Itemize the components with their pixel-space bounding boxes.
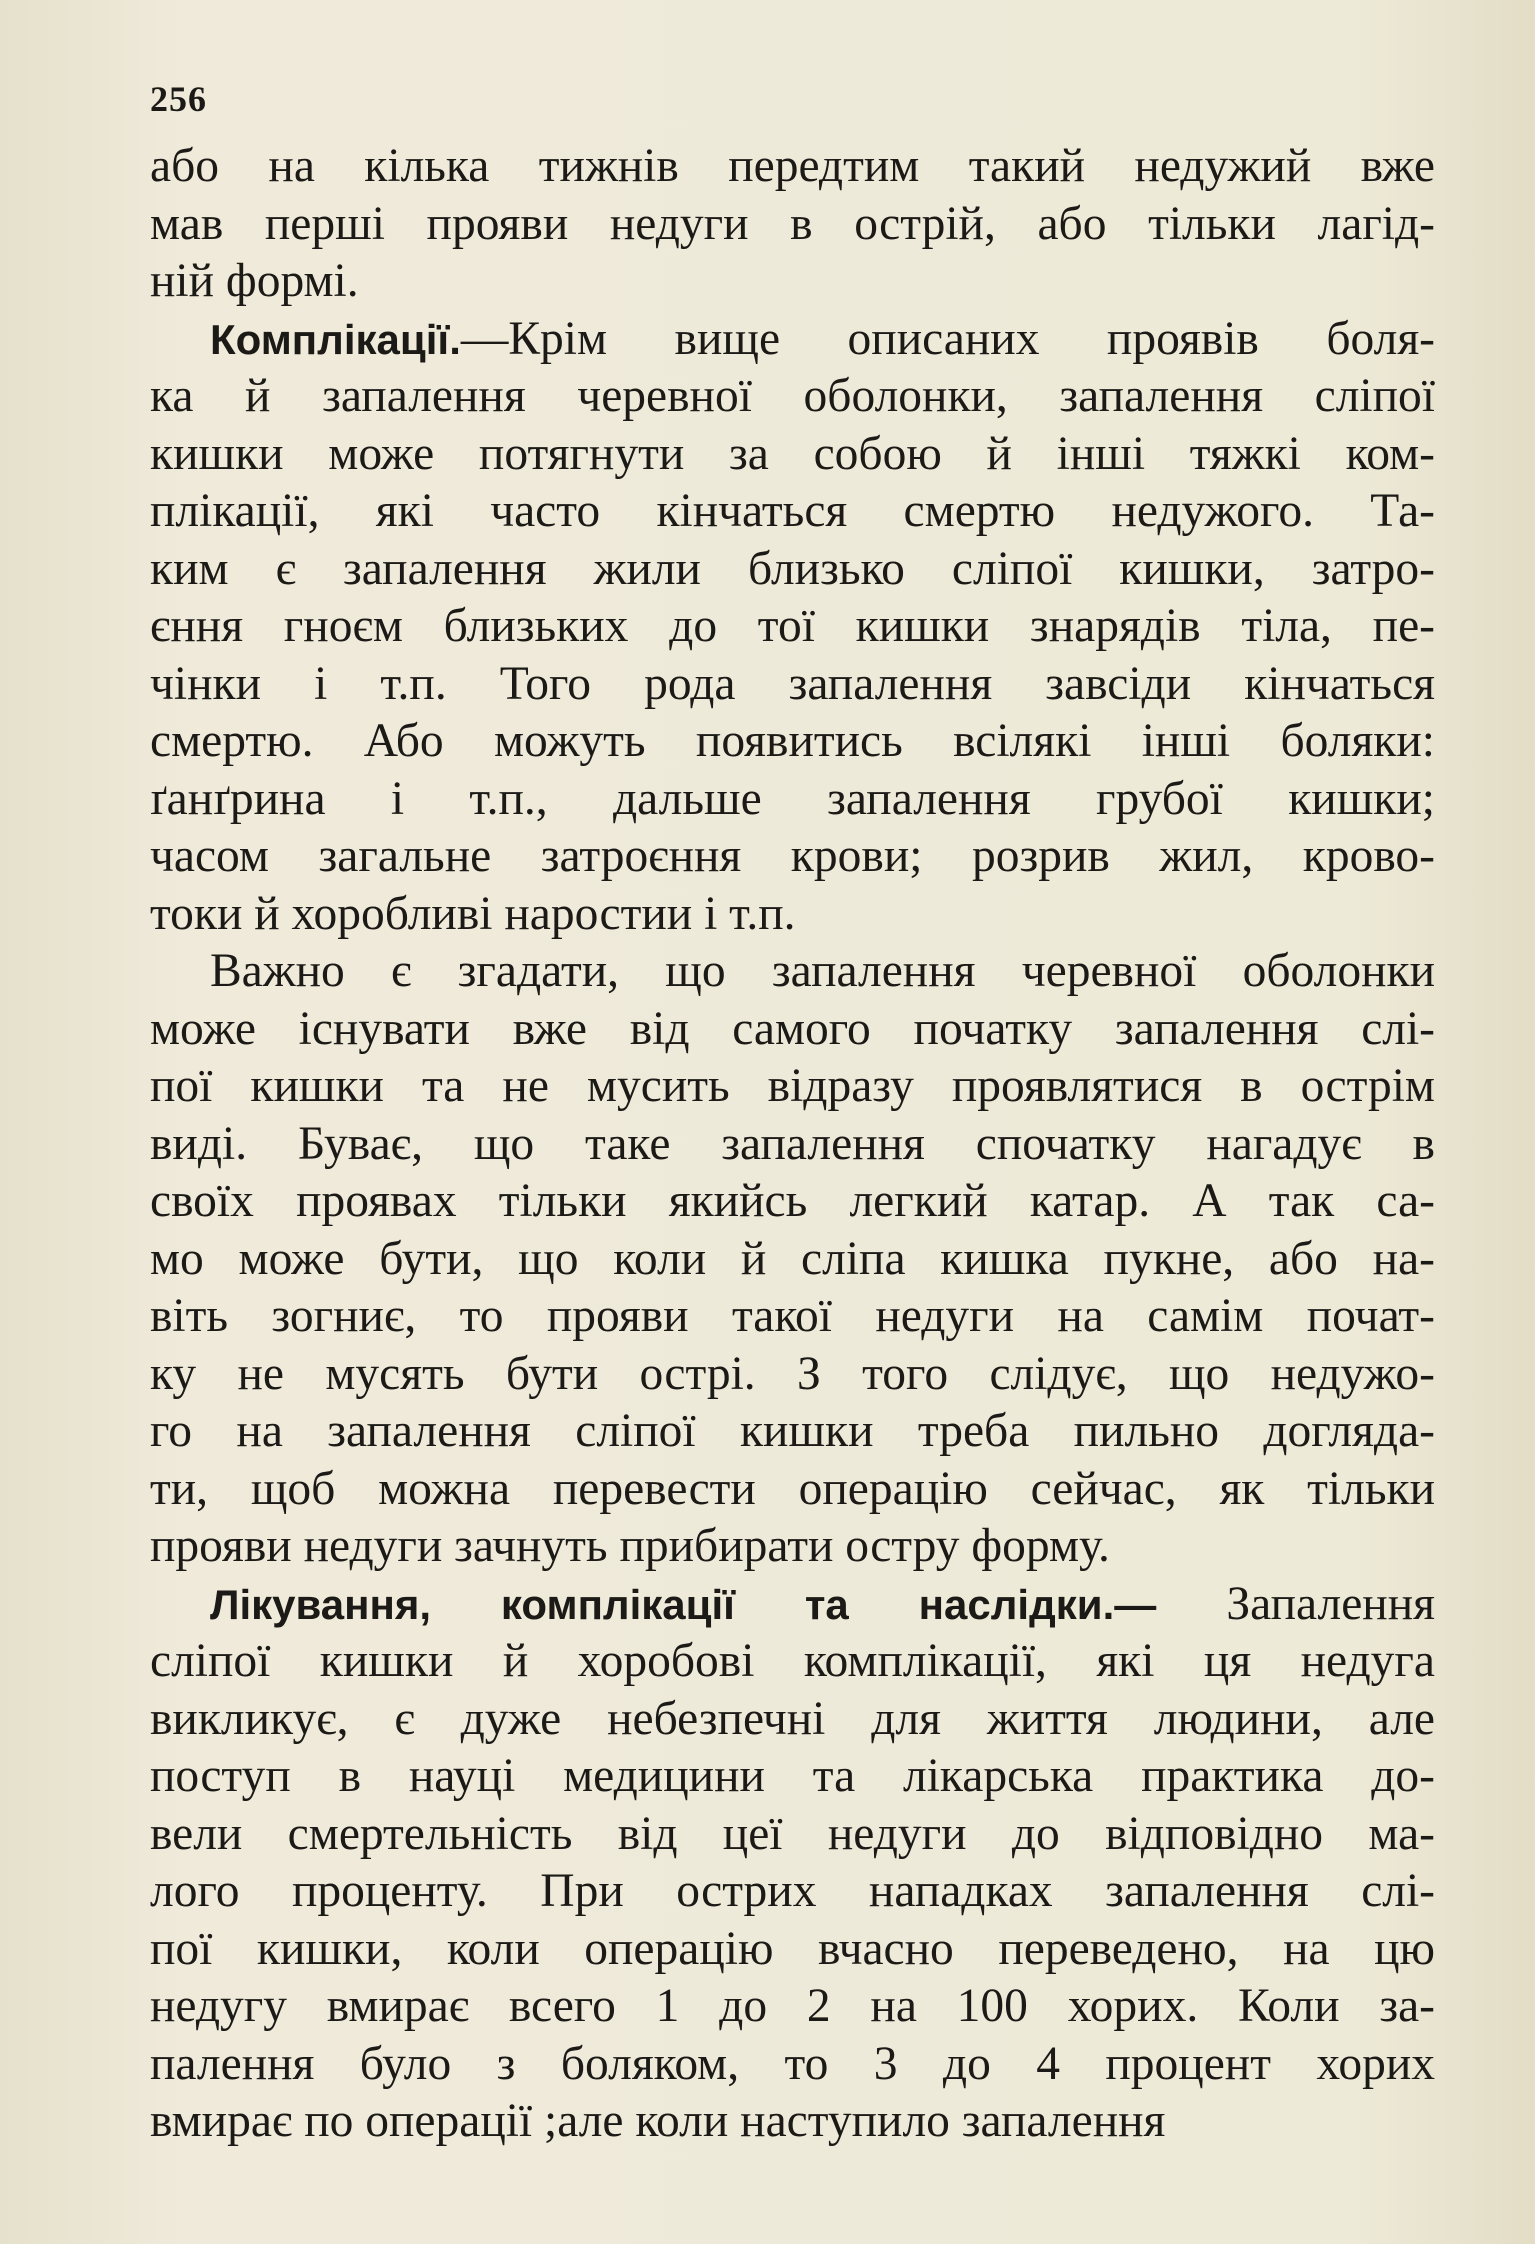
text-line [150, 1518, 1435, 1576]
line-text: кишки може потягнути за собою й інші тяжкі ком- [150, 427, 1435, 480]
line-text: ким є запалення жили близько сліпої кишки, затро- [150, 542, 1435, 595]
line-text: —Крім вище описаних проявів боля- [460, 312, 1435, 365]
text-line [150, 943, 1435, 1001]
text-line [150, 196, 1435, 254]
text-line [150, 598, 1435, 656]
text-line [150, 713, 1435, 771]
text-line [150, 1001, 1435, 1059]
line-text: ґанґрина і т.п., дальше запалення грубої кишки; [150, 772, 1435, 825]
line-text: Запалення [1156, 1577, 1435, 1630]
text-line [150, 828, 1435, 886]
text-line [150, 2036, 1435, 2094]
line-text: смертю. Або можуть появитись всілякі інші боляки: [150, 715, 1435, 767]
line-text: виді. Буває, що таке запалення спочатку нагадує в [150, 1117, 1435, 1170]
page-number: 256 [150, 79, 207, 119]
text-line [150, 1576, 1435, 1634]
line-text: викликує, є дуже небезпечні для життя людини, але [150, 1692, 1435, 1745]
line-text: сліпої кишки й хоробові комплікації, які ця недуга [150, 1635, 1435, 1687]
line-text: поступ в науці медицини та лікарська практика до- [150, 1750, 1435, 1802]
text-line [150, 1116, 1435, 1174]
section-heading: Лікування, комплікації та наслідки.— [210, 1580, 1157, 1628]
text-line [150, 2093, 1435, 2151]
text-line [150, 311, 1435, 369]
line-text: недугу вмирає всего 1 до 2 на 100 хорих. Коли за- [150, 1980, 1435, 2032]
text-line [150, 1403, 1435, 1461]
line-text: чінки і т.п. Того рода запалення завсіди кінчаться [150, 657, 1435, 710]
text-line [150, 886, 1435, 944]
line-text: або на кілька тижнів передтим такий недужий вже [150, 140, 1435, 192]
line-text: лого проценту. При острих нападках запалення слі- [150, 1865, 1435, 1917]
text-line [150, 771, 1435, 829]
line-text: плікації, які часто кінчаться смертю недужого. Та- [150, 485, 1435, 537]
line-text: єння гноєм близьких до тої кишки знарядів тіла, пе- [150, 600, 1435, 652]
text-line [150, 253, 1435, 311]
text-line [150, 541, 1435, 599]
text-line [150, 1806, 1435, 1864]
line-text: палення було з боляком, то 3 до 4 процент хорих [150, 2037, 1435, 2090]
text-line [150, 1288, 1435, 1346]
line-text: го на запалення сліпої кишки треба пильно догляда- [150, 1405, 1435, 1457]
text-line [150, 1691, 1435, 1749]
text-line [150, 1978, 1435, 2036]
line-text: може існувати вже від самого початку запалення слі- [150, 1002, 1435, 1055]
line-text: пої кишки та не мусить відразу проявлятися в острім [150, 1060, 1435, 1112]
line-text: пої кишки, коли операцію вчасно переведено, на цю [150, 1922, 1435, 1975]
line-text: ти, щоб можна перевести операцію сейчас, як тільки [150, 1462, 1435, 1515]
text-line [150, 1461, 1435, 1519]
line-text: своїх проявах тільки якийсь легкий катар. А так са- [150, 1175, 1435, 1227]
text-line [150, 656, 1435, 714]
line-text: віть зогниє, то прояви такої недуги на самім почат- [150, 1290, 1435, 1342]
line-text: прояви недуги зачнуть прибирати остру форму. [150, 1520, 1110, 1572]
text-line [150, 1346, 1435, 1404]
text-line [150, 1633, 1435, 1691]
text-line [150, 1231, 1435, 1289]
body-text [150, 138, 1435, 2151]
text-line [150, 1748, 1435, 1806]
text-line [150, 426, 1435, 484]
line-text: вели смертельність від цеї недуги до відповідно ма- [150, 1807, 1435, 1860]
text-line [150, 1173, 1435, 1231]
text-line [150, 483, 1435, 541]
line-text: мав перші прояви недуги в острій, або тільки лагід- [150, 197, 1435, 250]
line-text: ку не мусять бути острі. З того слідує, що недужо- [150, 1347, 1435, 1400]
text-line [150, 1863, 1435, 1921]
line-text: токи й хоробливі наростии і т.п. [150, 887, 796, 940]
text-line [150, 138, 1435, 196]
line-text: ка й запалення черевної оболонки, запалення сліпої [150, 370, 1435, 422]
text-line [150, 1921, 1435, 1979]
section-heading: Комплікації. [210, 315, 461, 363]
line-text: Важно є згадати, що запалення черевної оболонки [210, 945, 1435, 997]
line-text: вмирає по операції ;але коли наступило запалення [150, 2095, 1166, 2147]
line-text: мо може бути, що коли й сліпа кишка пукне, або на- [150, 1232, 1435, 1285]
text-line [150, 368, 1435, 426]
line-text: часом загальне затроєння крови; розрив жил, крово- [150, 830, 1435, 882]
text-line [150, 1058, 1435, 1116]
line-text: ній формі. [150, 255, 359, 307]
